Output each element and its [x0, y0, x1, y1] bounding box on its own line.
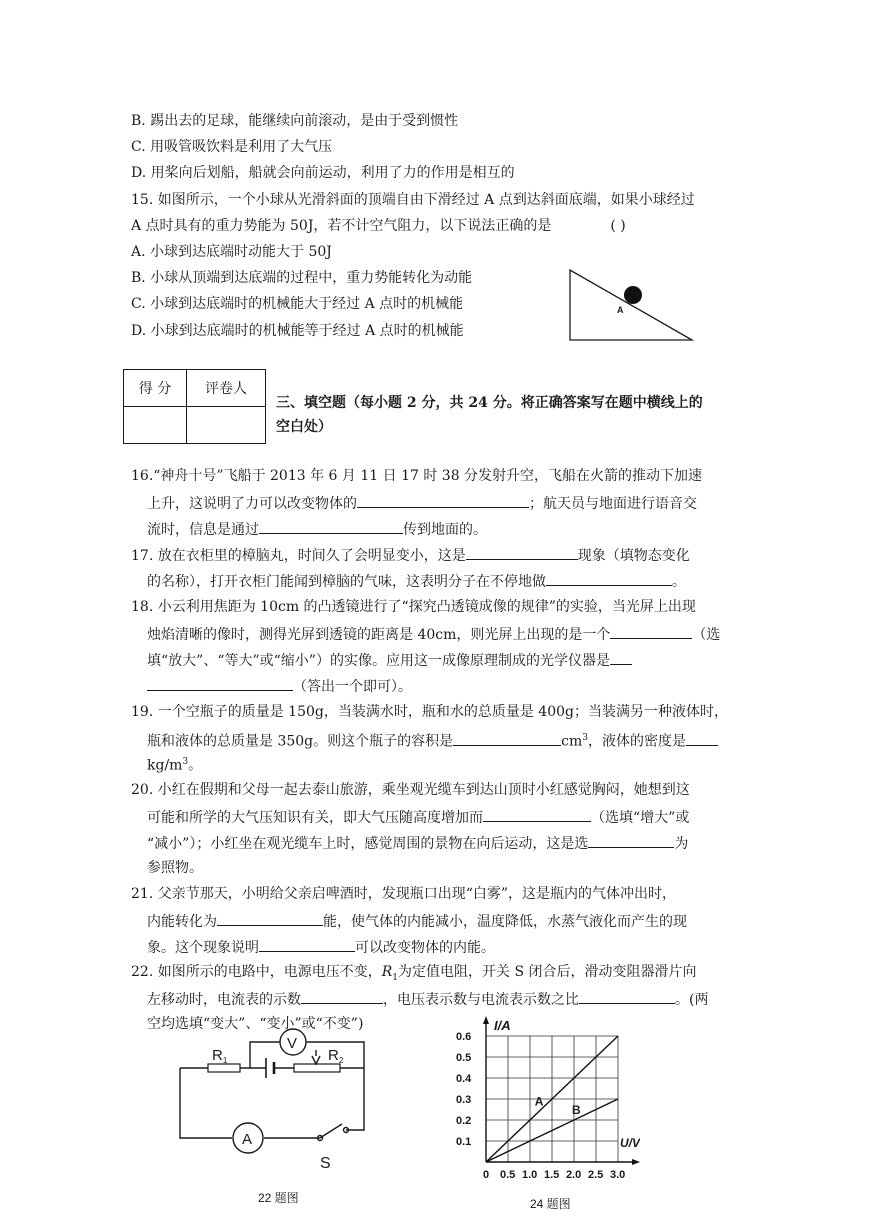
x-tick-label: 0.5 — [500, 1169, 516, 1181]
q18-line1: 18. 小云利用焦距为 10cm 的凸透镜进行了“探究凸透镜成像的规律”的实验，当光屏上出现 — [131, 599, 696, 615]
q16-blank-1[interactable] — [357, 493, 529, 508]
iu-graph — [450, 1012, 640, 1212]
q20-blank-2[interactable] — [588, 833, 674, 848]
q18-blank-2b[interactable] — [147, 676, 293, 691]
q15-answer-paren: ( ) — [610, 218, 626, 234]
q17-blank-2[interactable] — [546, 571, 672, 586]
x-axis-arrow-icon — [632, 1159, 640, 1165]
x-tick-label: 1.5 — [544, 1169, 560, 1181]
switch-label: S — [320, 1155, 331, 1172]
circuit-figure — [170, 1020, 380, 1210]
rheostat-slider — [312, 1050, 320, 1064]
q19-blank-1[interactable] — [453, 731, 561, 746]
q18-line2: 烛焰清晰的像时，测得光屏到透镜的距离是 40cm，则光屏上出现的是一个 （选 — [147, 624, 720, 644]
q21-line1: 21. 父亲节那天，小明给父亲启啤酒时，发现瓶口出现“白雾”，这是瓶内的气体冲出时， — [131, 886, 677, 902]
y-axis-arrow-icon — [483, 1016, 489, 1024]
x-tick-label: 2.5 — [588, 1169, 604, 1181]
q17-line1: 17. 放在衣柜里的樟脑丸，时间久了会明显变小，这是 现象（填物态变化 — [131, 545, 690, 565]
q17-line2: 的名称），打开衣柜门能闻到樟脑的气味，这表明分子在不停地做 。 — [147, 571, 686, 591]
graph-ylabel: I/A — [494, 1018, 511, 1033]
q20-line2: 可能和所学的大气压知识有关，即大气压随高度增加而 （选填“增大”或 — [147, 807, 689, 827]
circuit-wire-right — [346, 1068, 364, 1130]
score-cell — [124, 407, 187, 444]
fig24-caption: 24 题图 — [530, 1197, 571, 1211]
fig22-caption: 22 题图 — [258, 1191, 299, 1205]
switch-lever — [320, 1124, 342, 1138]
x-tick-label: 1.0 — [522, 1169, 538, 1181]
q16-blank-2[interactable] — [259, 519, 403, 534]
r1-label: $R_1$ — [212, 1047, 228, 1065]
q22-line3: 空均选填“变大”、“变小”或“不变”) — [147, 1016, 364, 1032]
q16-line2: 上升，这说明了力可以改变物体的 ；航天员与地面进行语音交 — [147, 493, 697, 513]
circuit-wire-outer — [180, 1068, 232, 1138]
incline-triangle — [570, 270, 692, 340]
voltmeter-label: V — [287, 1035, 298, 1052]
x-tick-label: 2.0 — [566, 1169, 582, 1181]
line-a-label: A — [534, 1094, 544, 1109]
q14-option-d: D. 用桨向后划船，船就会向前运动，利用了力的作用是相互的 — [131, 165, 515, 181]
q19-line2: 瓶和液体的总质量是 350g。则这个瓶子的容积是 $cm^3$，液体的密度是 — [147, 729, 718, 751]
resistor-r1 — [208, 1064, 240, 1072]
q19-blank-2[interactable] — [686, 731, 718, 746]
q20-line3: “减小”）；小红坐在观光缆车上时，感觉周围的景物在向后运动，这是选 为 — [147, 833, 688, 853]
q19-line1: 19. 一个空瓶子的质量是 150g，当装满水时，瓶和水的总质量是 400g；当装满另一种液体时， — [131, 704, 728, 720]
q18-blank-1[interactable] — [610, 624, 692, 639]
q21-line2: 内能转化为 能，使气体的内能减小，温度降低，水蒸气液化而产生的现 — [147, 911, 687, 931]
incline-point-label: A — [617, 305, 624, 315]
grader-label: 评卷人 — [187, 370, 266, 407]
y-tick-label: 0.4 — [456, 1073, 472, 1085]
q15-option-d: D. 小球到达底端时的机械能等于经过 A 点时的机械能 — [131, 323, 464, 339]
graph-xlabel: U/V — [620, 1136, 640, 1150]
r2-label: $R_2$ — [328, 1047, 344, 1065]
q21-blank-2[interactable] — [259, 937, 355, 952]
q15-stem-line1: 15. 如图所示，一个小球从光滑斜面的顶端自由下滑经过 A 点到达斜面底端，如果小球经过 — [131, 192, 695, 208]
q14-option-c: C. 用吸管吸饮料是利用了大气压 — [131, 139, 333, 155]
q22-line1: 22. 如图所示的电路中，电源电压不变，$R_1$为定值电阻，开关 S 闭合后，滑动变阻器滑片向 — [131, 964, 697, 983]
q16-line1: 16.“神舟十号”飞船于 2013 年 6 月 11 日 17 时 38 分发射升空，飞船在火箭的推动下加速 — [131, 468, 703, 484]
q22-blank-1[interactable] — [301, 989, 383, 1004]
x-tick-label: 3.0 — [610, 1169, 626, 1181]
q20-blank-1[interactable] — [483, 807, 591, 822]
q17-blank-1[interactable] — [466, 545, 578, 560]
q15-stem-line2: A 点时具有的重力势能为 50J，若不计空气阻力，以下说法正确的是 ( ) — [131, 218, 626, 234]
score-label: 得 分 — [124, 370, 187, 407]
q18-blank-2a[interactable] — [610, 650, 632, 665]
incline-figure — [566, 266, 696, 344]
q21-line3: 象。这个现象说明 可以改变物体的内能。 — [147, 937, 495, 957]
q20-line1: 20. 小红在假期和父母一起去泰山旅游，乘坐观光缆车到达山顶时小红感觉胸闷，她想到这 — [131, 782, 690, 798]
q16-line3: 流时，信息是通过 传到地面的。 — [147, 519, 487, 539]
line-b-label: B — [572, 1103, 581, 1117]
q19-line3: $kg/m^3$。 — [147, 757, 203, 774]
grader-cell — [187, 407, 266, 444]
section3-title-line1: 三、填空题（每小题 2 分，共 24 分。将正确答案写在题中横线上的 — [276, 395, 703, 411]
q22-line2: 左移动时，电流表的示数 ，电压表示数与电流表示数之比 。(两 — [147, 989, 708, 1009]
y-tick-label: 0.6 — [456, 1031, 472, 1043]
q18-line3: 填“放大”、“等大”或“缩小”）的实像。应用这一成像原理制成的光学仪器是 — [147, 650, 632, 670]
score-table — [123, 369, 266, 444]
ball-icon — [624, 286, 642, 304]
circuit-wire-voltmeter — [250, 1042, 280, 1068]
y-tick-label: 0.3 — [456, 1094, 472, 1106]
q15-option-c: C. 小球到达底端时的机械能大于经过 A 点时的机械能 — [131, 296, 464, 312]
x-tick-label: 0 — [483, 1169, 490, 1181]
q20-line4: 参照物。 — [147, 860, 203, 876]
q15-option-b: B. 小球从顶端到达底端的过程中，重力势能转化为动能 — [131, 270, 473, 286]
ammeter-label: A — [242, 1131, 253, 1148]
y-tick-label: 0.1 — [456, 1136, 472, 1148]
section3-title-line2: 空白处） — [276, 419, 332, 435]
q21-blank-1[interactable] — [217, 911, 323, 926]
q18-line4: （答出一个即可）。 — [147, 676, 412, 696]
q15-option-a: A. 小球到达底端时动能大于 50J — [131, 244, 332, 260]
resistor-r2 — [294, 1064, 340, 1072]
y-tick-label: 0.5 — [456, 1052, 472, 1064]
q22-blank-2[interactable] — [579, 989, 675, 1004]
q14-option-b: B. 踢出去的足球，能继续向前滚动，是由于受到惯性 — [131, 113, 459, 129]
y-tick-label: 0.2 — [456, 1115, 472, 1127]
